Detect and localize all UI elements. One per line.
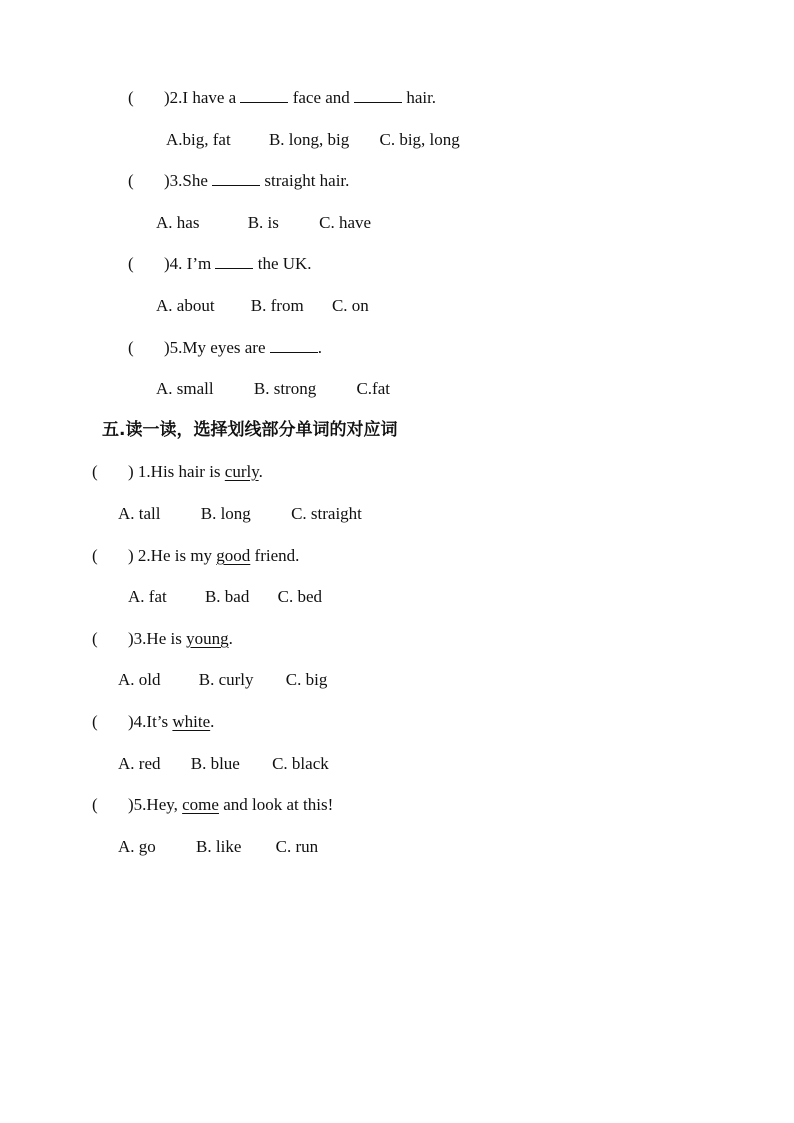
option-a[interactable]: A. red	[118, 754, 161, 773]
option-c[interactable]: C. run	[275, 837, 319, 856]
section-heading: 五.读一读，选择划线部分单词的对应词	[102, 420, 398, 440]
s5-question-1	[92, 462, 263, 482]
underlined-word: white	[172, 712, 211, 731]
option-b[interactable]: B. from	[250, 296, 304, 315]
option-c[interactable]: C. big	[285, 670, 328, 689]
answer-paren[interactable]: (	[92, 795, 98, 814]
s5-options-3	[118, 670, 327, 690]
option-b[interactable]: B. strong	[253, 379, 317, 398]
question-text: .	[228, 629, 233, 648]
option-b[interactable]: B. blue	[190, 754, 240, 773]
answer-blank[interactable]	[240, 88, 288, 103]
question-text: )2.I have a	[164, 88, 241, 107]
question-text: .	[210, 712, 215, 731]
options-5	[156, 379, 390, 399]
question-text: straight hair.	[260, 171, 350, 190]
question-text: and look at this!	[218, 795, 334, 814]
question-text: .	[258, 462, 263, 481]
s5-options-4	[118, 754, 329, 774]
answer-paren[interactable]: (	[92, 712, 98, 731]
question-text: )4.It’s	[128, 712, 173, 731]
option-a[interactable]: A. go	[118, 837, 156, 856]
option-c[interactable]: C. have	[319, 213, 372, 232]
question-text: the UK.	[253, 254, 312, 273]
options-2	[166, 130, 460, 150]
answer-paren[interactable]: (	[128, 171, 134, 190]
question-text: friend.	[250, 546, 300, 565]
answer-paren[interactable]: (	[92, 629, 98, 648]
option-c[interactable]: C. on	[331, 296, 369, 315]
option-b[interactable]: B. curly	[198, 670, 254, 689]
s5-question-4	[92, 712, 214, 732]
option-a[interactable]: A. about	[156, 296, 215, 315]
s5-question-3	[92, 629, 233, 649]
answer-paren[interactable]: (	[92, 462, 98, 481]
s5-options-5	[118, 837, 318, 857]
options-3	[156, 213, 371, 233]
question-text: )3.She	[164, 171, 213, 190]
s5-options-1	[118, 504, 362, 524]
option-a[interactable]: A. has	[156, 213, 200, 232]
question-text: )4. I’m	[164, 254, 216, 273]
question-text: .	[317, 338, 322, 357]
answer-paren[interactable]: (	[128, 88, 134, 107]
question-text: )3.He is	[128, 629, 187, 648]
answer-blank[interactable]	[215, 254, 253, 269]
option-b[interactable]: B. bad	[204, 587, 250, 606]
option-c[interactable]: C. black	[272, 754, 329, 773]
option-a[interactable]: A. tall	[118, 504, 161, 523]
underlined-word: good	[216, 546, 251, 565]
question-text: )5.Hey,	[128, 795, 183, 814]
question-4	[128, 254, 312, 274]
option-b[interactable]: B. long, big	[268, 130, 350, 149]
answer-paren[interactable]: (	[128, 338, 134, 357]
option-a[interactable]: A. fat	[128, 587, 167, 606]
options-4	[156, 296, 369, 316]
answer-paren[interactable]: (	[92, 546, 98, 565]
answer-blank[interactable]	[270, 338, 318, 353]
question-text: ) 2.He is my	[128, 546, 217, 565]
option-b[interactable]: B. like	[196, 837, 242, 856]
answer-paren[interactable]: (	[128, 254, 134, 273]
answer-blank[interactable]	[212, 171, 260, 186]
question-3	[128, 171, 349, 191]
underlined-word: come	[182, 795, 219, 814]
underlined-word: young	[186, 629, 229, 648]
question-5	[128, 338, 322, 358]
answer-blank[interactable]	[354, 88, 402, 103]
option-c[interactable]: C. big, long	[379, 130, 460, 149]
question-text: ) 1.His hair is	[128, 462, 225, 481]
s5-question-2	[92, 546, 299, 566]
underlined-word: curly	[224, 462, 259, 481]
option-b[interactable]: B. is	[247, 213, 279, 232]
question-text: face and	[288, 88, 355, 107]
option-c[interactable]: C.fat	[356, 379, 390, 398]
option-c[interactable]: C. bed	[277, 587, 322, 606]
option-a[interactable]: A.big, fat	[166, 130, 231, 149]
option-b[interactable]: B. long	[200, 504, 251, 523]
question-text: )5.My eyes are	[164, 338, 270, 357]
s5-options-2	[128, 587, 322, 607]
s5-question-5	[92, 795, 333, 815]
question-2	[128, 88, 436, 108]
question-text: hair.	[402, 88, 437, 107]
option-a[interactable]: A. small	[156, 379, 214, 398]
option-c[interactable]: C. straight	[291, 504, 362, 523]
option-a[interactable]: A. old	[118, 670, 161, 689]
